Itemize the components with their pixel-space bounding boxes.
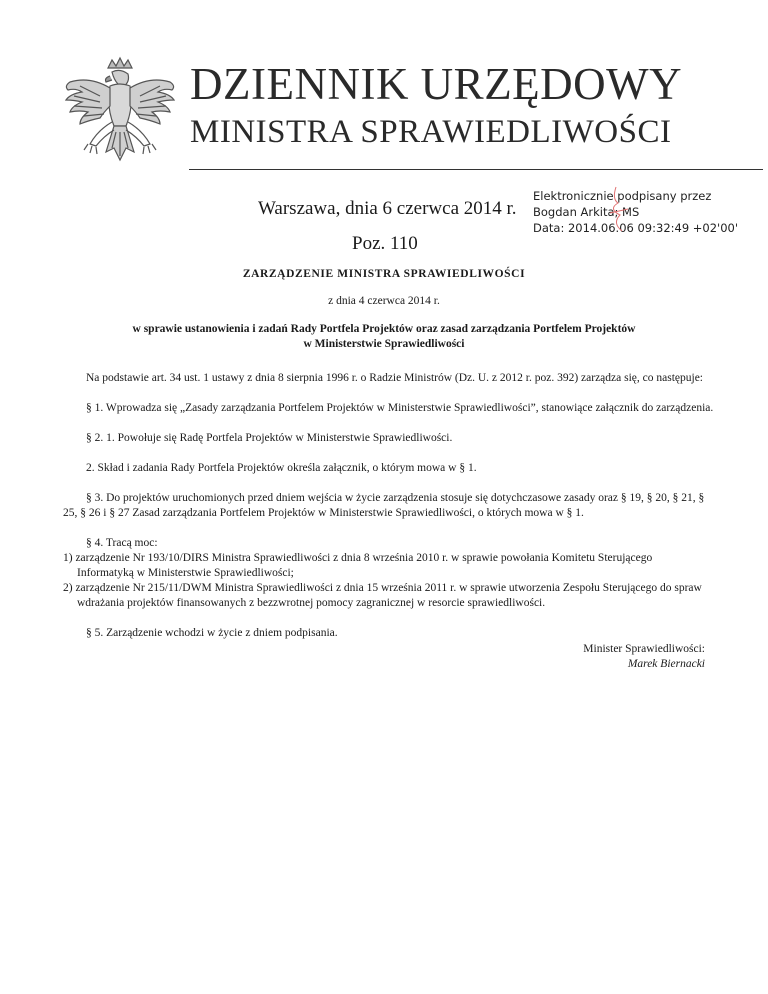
document-subject-line2: w Ministerstwie Sprawiedliwości bbox=[303, 338, 465, 350]
document-subject-line1: w sprawie ustanowienia i zadań Rady Portfela Projektów oraz zasad zarządzania Portfelem Projektów bbox=[132, 323, 636, 335]
position-number: Poz. 110 bbox=[352, 233, 418, 254]
signature-line-2: Bogdan Arkita; MS bbox=[533, 205, 640, 219]
paragraph-1: § 1. Wprowadza się „Zasady zarządzania Portfelem Projektów w Ministerstwie Sprawiedliwości”, stanowiące załącznik do zarządzenia. bbox=[86, 402, 714, 414]
document-date: z dnia 4 czerwca 2014 r. bbox=[328, 295, 440, 307]
list-item: 1) zarządzenie Nr 193/10/DIRS Ministra Sprawiedliwości z dnia 8 września 2010 r. w sprawie powołania Komitetu Sterującego Informatyką w Ministerstwie Sprawiedliwości; bbox=[63, 552, 653, 579]
document-subject bbox=[0, 322, 768, 352]
polish-eagle-emblem-icon bbox=[60, 56, 180, 174]
paragraph-2: § 2. 1. Powołuje się Radę Portfela Projektów w Ministerstwie Sprawiedliwości. bbox=[86, 432, 453, 444]
electronic-signature-stamp bbox=[533, 188, 739, 236]
list-item: 2) zarządzenie Nr 215/11/DWM Ministra Sprawiedliwości z dnia 15 września 2011 r. w sprawie utworzenia Zespołu Sterującego do spraw wdrażania projektów finansowanych z bezzwrotnej pomocy zagranicznej w resorcie sprawiedliwości. bbox=[63, 582, 702, 609]
masthead-rule bbox=[189, 169, 763, 170]
paragraph-5: § 5. Zarządzenie wchodzi w życie z dniem podpisania. bbox=[86, 627, 338, 639]
legal-basis: Na podstawie art. 34 ust. 1 ustawy z dnia 8 sierpnia 1996 r. o Radzie Ministrów (Dz. U. z 2012 r. poz. 392) zarządza się, co następuje: bbox=[86, 372, 704, 384]
masthead bbox=[60, 50, 710, 175]
signature-line-3: Data: 2014.06.06 09:32:49 +02'00' bbox=[533, 221, 739, 235]
signer-block bbox=[583, 642, 705, 672]
signer-role: Minister Sprawiedliwości: bbox=[583, 643, 705, 655]
place-date: Warszawa, dnia 6 czerwca 2014 r. bbox=[258, 198, 517, 219]
signer-name: Marek Biernacki bbox=[627, 658, 705, 670]
paragraph-4: § 4. Tracą moc: bbox=[86, 537, 158, 549]
paragraph-3: § 3. Do projektów uruchomionych przed dniem wejścia w życie zarządzenia stosuje się dotychczasowe zasady oraz § 19, § 20, § 21, § 25, § 26 i § 27 Zasad zarządzania Portfelem Projektów w Ministerstwie Sprawiedliwości, o których mowa w § 1. bbox=[63, 492, 705, 519]
document-title: ZARZĄDZENIE MINISTRA SPRAWIEDLIWOŚCI bbox=[242, 268, 526, 280]
paragraph-2-section-2: 2. Skład i zadania Rady Portfela Projektów określa załącznik, o którym mowa w § 1. bbox=[86, 462, 477, 474]
signature-line-1: Elektronicznie podpisany przez bbox=[533, 189, 712, 203]
masthead-title-line2: MINISTRA SPRAWIEDLIWOŚCI bbox=[190, 114, 672, 150]
repealed-list bbox=[48, 551, 708, 611]
masthead-title-line1: DZIENNIK URZĘDOWY bbox=[190, 59, 683, 109]
